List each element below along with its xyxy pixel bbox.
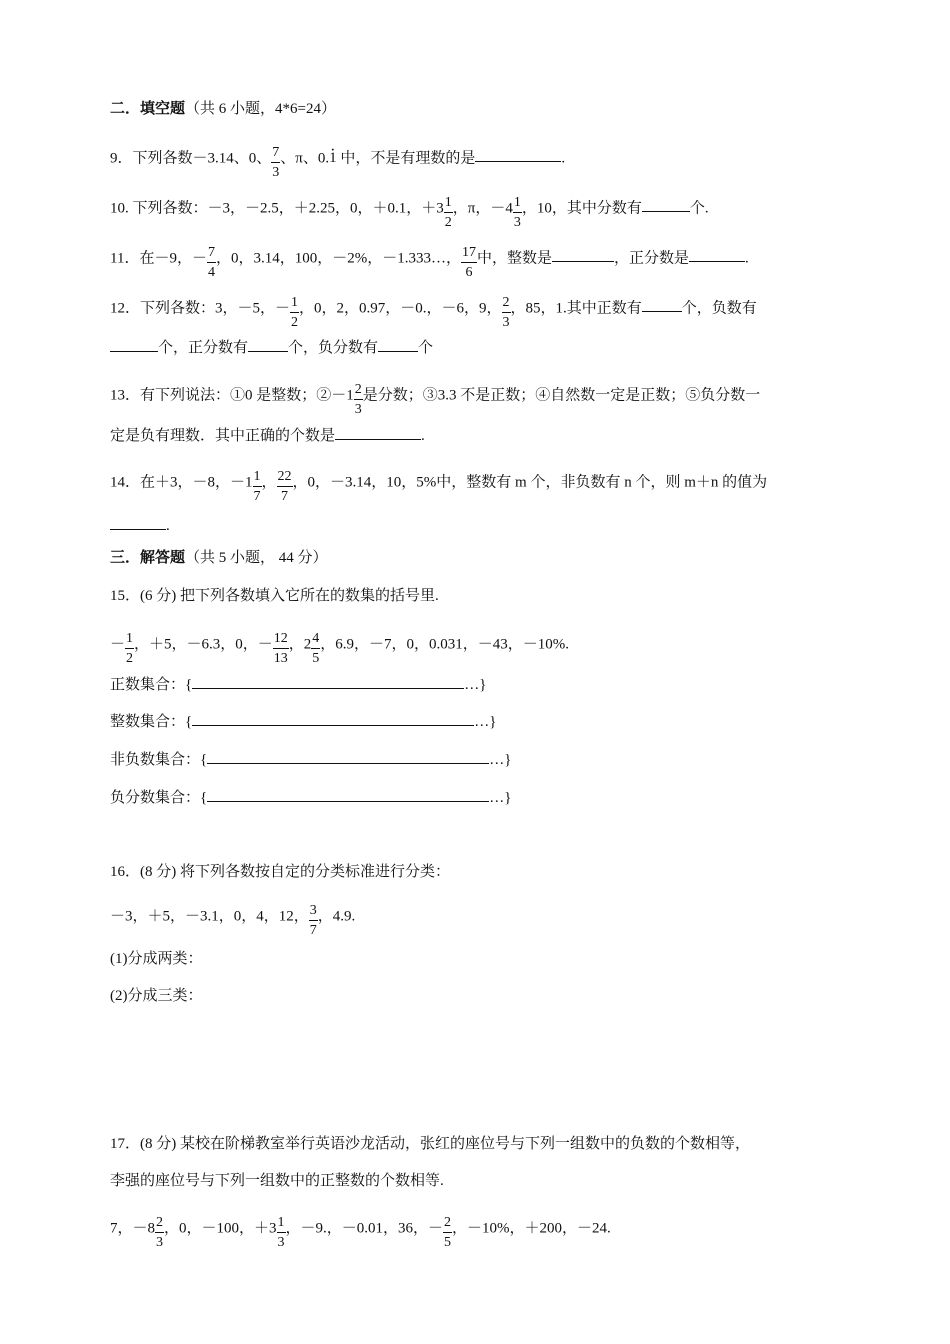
set-label: 整数集合：{	[110, 714, 193, 730]
q13-text: 是分数；③3.3 不是正数；④自然数一定是正数；⑤负分数一	[362, 387, 761, 404]
denominator: 7	[281, 489, 289, 504]
fraction	[155, 1216, 164, 1250]
fraction	[277, 470, 293, 504]
denominator: 3	[277, 1235, 285, 1250]
answer-blank[interactable]	[378, 337, 418, 352]
question-16-part-2	[110, 986, 203, 1006]
q17-text: 17．(8 分) 某校在阶梯教室举行英语沙龙活动，张红的座位号与下列一组数中的负数的个数相等，	[110, 1136, 750, 1152]
non-negative-set	[110, 749, 511, 770]
numerator: 1	[125, 632, 134, 649]
q12-text: ，85，1.其中正数有	[510, 300, 642, 317]
answer-blank[interactable]	[475, 147, 561, 162]
denominator: 7	[253, 489, 261, 504]
section-note: （共 5 小题， 44 分）	[185, 550, 328, 566]
q16-text: ，4.9.	[317, 908, 356, 925]
fraction	[513, 196, 522, 230]
numerator: 22	[277, 470, 293, 487]
question-14-line-2	[110, 515, 170, 536]
q16-text: －3，＋5，－3.1，0，4，12，	[110, 908, 309, 925]
numerator: 1	[513, 196, 522, 213]
q9-text: 中，不是有理数的是	[336, 150, 476, 167]
q12-text: 个，负分数有	[288, 340, 379, 356]
question-16-numbers	[110, 900, 356, 938]
denominator: 3	[513, 215, 521, 230]
integer-set	[110, 711, 496, 732]
answer-blank[interactable]	[552, 247, 614, 262]
denominator: 3	[272, 165, 280, 180]
numerator: 2	[354, 383, 363, 400]
repeating-digit: · 1	[329, 150, 337, 166]
q16-text: (2)分成三类：	[110, 988, 203, 1004]
q16-text: (1)分成两类：	[110, 951, 203, 967]
question-15-title	[110, 586, 439, 606]
question-17-line-2	[110, 1171, 444, 1191]
answer-blank[interactable]	[248, 337, 288, 352]
question-16-title	[110, 862, 450, 882]
denominator: 3	[156, 1235, 164, 1250]
denominator: 13	[273, 651, 288, 666]
fraction	[271, 146, 280, 180]
numerator: 1	[444, 196, 453, 213]
answer-blank[interactable]	[642, 197, 690, 212]
set-label: 非负数集合：{	[110, 752, 208, 768]
question-13	[110, 379, 761, 417]
question-13-line-2	[110, 425, 425, 446]
section-title: 二．填空题	[110, 101, 186, 117]
denominator: 5	[444, 1235, 452, 1250]
q15-text: －	[110, 636, 126, 653]
section-3-heading	[110, 548, 328, 568]
set-answer-blank[interactable]	[192, 711, 474, 726]
set-answer-blank[interactable]	[192, 674, 464, 689]
fraction	[311, 632, 320, 666]
section-title: 三．解答题	[110, 550, 186, 566]
denominator: 6	[465, 265, 473, 280]
set-label: 负分数集合：{	[110, 790, 208, 806]
q12-text: 个，正分数有	[158, 340, 249, 356]
q15-text: ，2	[288, 636, 312, 653]
numerator: 1	[290, 296, 299, 313]
q9-text: 9．下列各数－3.14、0、	[110, 150, 272, 167]
question-12	[110, 292, 757, 330]
q11-text: .	[744, 250, 749, 267]
q10-text: ，10，其中分数有	[521, 200, 642, 217]
numerator: 4	[311, 632, 320, 649]
q9-text: .	[561, 150, 566, 167]
numerator: 3	[309, 904, 318, 921]
question-15-numbers	[110, 628, 570, 666]
set-answer-blank[interactable]	[207, 749, 489, 764]
q17-text: ，0，－100，＋3	[164, 1220, 277, 1237]
fraction	[443, 1216, 452, 1250]
q17-text: 李强的座位号与下列一组数中的正整数的个数相等.	[110, 1173, 444, 1189]
q11-text: ，0，3.14，100，－2%，－1.333…，	[215, 250, 461, 267]
numerator: 17	[461, 246, 477, 263]
positive-number-set	[110, 674, 486, 695]
numerator: 12	[273, 632, 289, 649]
numerator: 2	[502, 296, 511, 313]
question-9	[110, 142, 566, 180]
q13-text: 定是负有理数．其中正确的个数是	[110, 428, 336, 444]
q14-text: 14．在＋3，－8，－1	[110, 474, 253, 491]
fraction	[461, 246, 477, 280]
numerator: 7	[271, 146, 280, 163]
denominator: 2	[126, 651, 134, 666]
question-10	[110, 192, 709, 230]
q10-text: ，π，－4	[452, 200, 513, 217]
question-14	[110, 466, 768, 504]
question-12-line-2	[110, 337, 433, 358]
q14-text: .	[166, 518, 170, 534]
numerator: 1	[253, 470, 262, 487]
q11-text: 11．在－9，－	[110, 250, 207, 267]
answer-blank[interactable]	[642, 297, 682, 312]
set-end: …}	[474, 714, 497, 730]
numerator: 7	[207, 246, 216, 263]
q12-text: 12．下列各数：3，－5，－	[110, 300, 291, 317]
numerator: 2	[155, 1216, 164, 1233]
set-answer-blank[interactable]	[207, 787, 489, 802]
fraction	[444, 196, 453, 230]
fraction	[125, 632, 134, 666]
q17-text: ，－9.，－0.01，36，－	[285, 1220, 444, 1237]
q15-text: ，6.9，－7，0，0.031，－43，－10%.	[320, 636, 570, 653]
q14-text: ，	[261, 474, 277, 491]
q15-text: ，＋5，－6.3，0，－	[134, 636, 273, 653]
fraction	[290, 296, 299, 330]
denominator: 2	[291, 315, 299, 330]
answer-blank[interactable]	[335, 425, 421, 440]
set-end: …}	[489, 790, 512, 806]
fraction	[273, 632, 289, 666]
fraction	[277, 1216, 286, 1250]
answer-blank[interactable]	[689, 247, 745, 262]
denominator: 3	[502, 315, 510, 330]
q14-text: ，0，－3.14，10，5%中，整数有 m 个，非负数有 n 个，则 m＋n 的值为	[292, 474, 768, 491]
fraction	[207, 246, 216, 280]
fraction	[253, 470, 262, 504]
q12-text: 个	[418, 340, 434, 356]
denominator: 5	[312, 651, 320, 666]
answer-blank[interactable]	[110, 337, 158, 352]
numerator: 1	[277, 1216, 286, 1233]
q13-text: 13．有下列说法：①0 是整数；②－1	[110, 387, 354, 404]
question-16-part-1	[110, 949, 203, 969]
numerator: 2	[443, 1216, 452, 1233]
fraction	[502, 296, 511, 330]
fraction	[354, 383, 363, 417]
q13-text: .	[421, 428, 425, 444]
negative-fraction-set	[110, 787, 511, 808]
q10-text: 个.	[689, 200, 709, 217]
set-end: …}	[464, 677, 487, 693]
q11-text: 中，整数是	[476, 250, 552, 267]
denominator: 3	[354, 402, 362, 417]
q11-text: ，正分数是	[613, 250, 689, 267]
set-end: …}	[489, 752, 512, 768]
question-17-title	[110, 1134, 750, 1154]
section-2-heading	[110, 99, 336, 119]
q17-text: ，－10%，＋200，－24.	[452, 1220, 611, 1237]
section-note: （共 6 小题，4*6=24）	[185, 101, 336, 117]
q16-text: 16．(8 分) 将下列各数按自定的分类标准进行分类：	[110, 864, 450, 880]
q17-text: 7，－8	[110, 1220, 156, 1237]
fraction	[309, 904, 318, 938]
q12-text: ，0，2，0.97，－0.，－6，9，	[299, 300, 502, 317]
q9-text: 、π、0.	[280, 150, 330, 167]
set-label: 正数集合：{	[110, 677, 193, 693]
answer-blank[interactable]	[110, 515, 166, 530]
question-11	[110, 242, 749, 280]
question-17-numbers	[110, 1212, 611, 1250]
q10-text: 10. 下列各数：－3，－2.5，＋2.25，0，＋0.1，＋3	[110, 200, 444, 217]
q12-text: 个，负数有	[681, 300, 757, 317]
denominator: 4	[207, 265, 215, 280]
denominator: 7	[309, 923, 317, 938]
q15-text: 15．(6 分) 把下列各数填入它所在的数集的括号里.	[110, 588, 439, 604]
denominator: 2	[444, 215, 452, 230]
